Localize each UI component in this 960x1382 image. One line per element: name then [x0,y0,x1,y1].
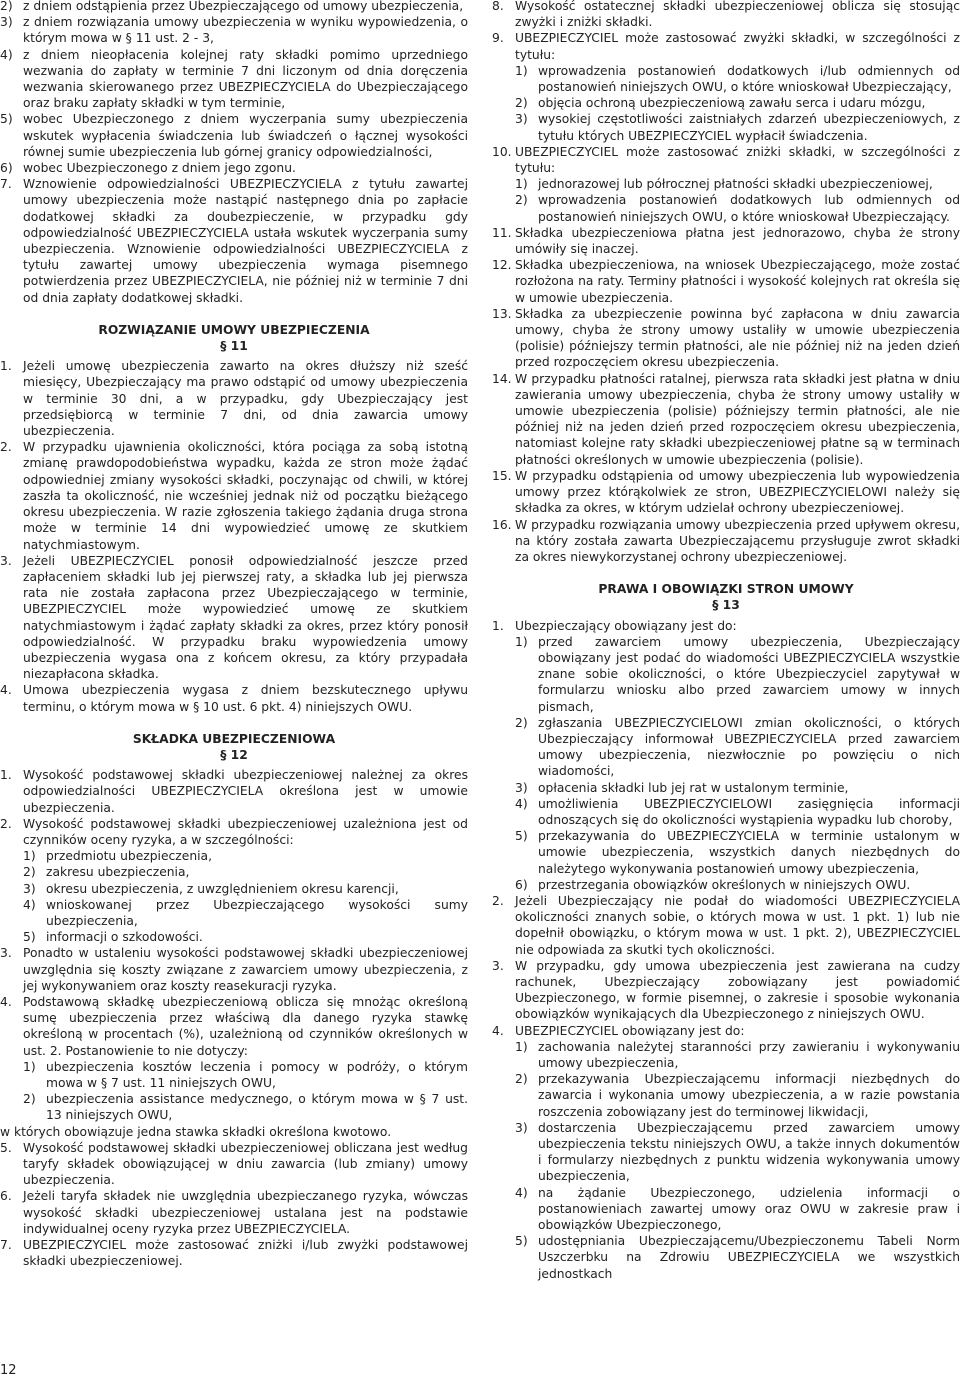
item-number: 3) [515,112,528,127]
item-text: informacji o szkodowości. [46,930,203,945]
item-number: 1) [515,177,528,192]
item-text: ubezpieczenia kosztów leczenia i pomocy w podróży, o którym mowa w § 7 ust. 11 niniejszych OWU, [46,1059,468,1090]
item-number: 2) [515,96,528,111]
item-number: 2) [23,865,36,880]
item-number: 7. [0,177,12,192]
list-item [0,0,468,14]
item-text: Składka ubezpieczeniowa, na wniosek Ubezpieczającego, może zostać rozłożona na raty. Terminy płatności i wysokość kolejnych rat określa się w umowie ubezpieczenia. [515,258,960,305]
numbered-paragraph [492,225,960,257]
numbered-paragraph [0,767,468,816]
item-text: wprowadzenia postanowień dodatkowych lub odmiennych od postanowień niniejszych OWU, o które wnioskował Ubezpieczający. [538,193,960,224]
numbered-paragraph [492,618,960,634]
item-text: Wysokość podstawowej składki ubezpieczeniowej należnej za okres odpowiedzialności UBEZPIECZYCIELA określona jest w umowie ubezpieczenia. [23,768,468,815]
item-text: przed zawarciem umowy ubezpieczenia, Ubezpieczający obowiązany jest podać do wiadomości UBEZPIECZYCIELA wszystkie znane sobie okoliczności, o które Ubezpieczyciel zapytywał w formularzu wniosku albo przed zawarciem umowy w innych pismach, [538,634,960,714]
item-number: 2. [0,816,12,831]
list-item [492,1185,960,1234]
paragraph: w których obowiązuje jedna stawka składki określona kwotowo. [0,1124,392,1139]
section-number: § 13 [712,598,740,613]
item-number: 3. [0,946,12,961]
item-text: zakresu ubezpieczenia, [46,865,190,880]
item-number: 4) [515,1185,528,1200]
item-text: ubezpieczenia assistance medycznego, o którym mowa w § 7 ust. 13 niniejszych OWU, [46,1092,468,1123]
item-number: 14. [492,371,512,386]
item-number: 6) [0,161,13,176]
item-number: 3) [515,780,528,795]
item-text: zachowania należytej staranności przy zawieraniu i wykonywaniu umowy ubezpieczenia, [538,1039,960,1070]
item-text: UBEZPIECZYCIEL może zastosować zniżki i/lub zwyżki podstawowej składki ubezpieczeniowej. [23,1238,468,1269]
item-number: 15. [492,468,512,483]
numbered-paragraph [492,893,960,958]
item-number: 2. [0,440,12,455]
item-number: 13. [492,306,512,321]
list-item [492,634,960,715]
list-item [0,14,468,46]
item-text: Jeżeli Ubezpieczający nie podał do wiadomości UBEZPIECZYCIELA okoliczności znanych sobie, o których mowa w ust. 1 pkt. 1) lub nie dopełnił obowiązku, o którym mowa w ust. 1 pkt. 2), UBEZPIECZYCIEL nie odpowiada za skutki tych okoliczności. [515,893,960,957]
item-text: W przypadku odstąpienia od umowy ubezpieczenia lub wypowiedzenia umowy przez którąkolwiek ze stron, UBEZPIECZYCIELOWI należy się składka za okres, w którym udzielał ochrony ubezpieczeniowej. [515,468,960,516]
item-text: wnioskowanej przez Ubezpieczającego wysokości sumy ubezpieczenia, [46,897,468,928]
list-item [492,877,960,893]
list-item [0,160,468,176]
numbered-paragraph [492,30,960,62]
item-number: 1. [0,359,12,374]
item-text: W przypadku ujawnienia okoliczności, która pociąga za sobą istotną zmianę prawdopodobieństwa wypadku, każda ze stron może żądać odpowiedniej zmiany wysokości składki, poczynając od chwili, w której zaszła ta okoliczność, nie wcześniej jednak niż od początku bieżącego okresu ubezpieczenia. W razie zgłoszenia takiego żądania druga strona może w terminie 14 dni wypowiedzieć umowę ze skutkiem natychmiastowym. [23,440,468,552]
numbered-paragraph [0,1140,468,1189]
item-number: 5) [515,829,528,844]
item-text: UBEZPIECZYCIEL może zastosować zwyżki składki, w szczególności z tytułu: [515,31,960,62]
item-text: Jeżeli UBEZPIECZYCIEL ponosił odpowiedzialność jeszcze przed zapłaceniem składki lub jej pierwszej raty, a składka lub jej pierwsza rata nie została zapłacona przez Ubezpieczającego w terminie, UBEZPIECZYCIEL może wypowiedzieć umowę ze skutkiem natychmiastowym i żądać zapłaty składki za okres, przez który ponosił odpowiedzialność. W przypadku braku wypowiedzenia umowy ubezpieczenia wygasa ona z końcem okresu, za który przypadała niezapłacona składka. [23,553,468,682]
item-number: 4) [23,897,36,912]
numbered-paragraph [492,1023,960,1039]
numbered-paragraph [0,358,468,439]
item-text: Umowa ubezpieczenia wygasa z dniem bezskutecznego upływu terminu, o którym mowa w § 10 ust. 6 pkt. 4) niniejszych OWU. [23,683,468,714]
item-number: 9. [492,31,504,46]
item-text: Podstawową składkę ubezpieczeniową oblicza się mnożąc określoną sumę ubezpieczenia przez właściwą dla danego ryzyka stawkę określoną w procentach (%), uzależnioną od czynników określonych w ust. 2. Postanowienie to nie dotyczy: [23,994,468,1058]
numbered-paragraph [492,468,960,517]
item-number: 1. [492,618,504,633]
list-item [492,715,960,780]
section-title: PRAWA I OBOWIĄZKI STRON UMOWY [598,582,854,597]
item-number: 5. [0,1140,12,1155]
list-item [492,63,960,95]
item-text: z dniem nieopłacenia kolejnej raty składki pomimo uprzedniego wezwania do zapłaty w terminie 7 dni liczonym od dnia doręczenia wezwania skierowanego przez UBEZPIECZYCIELA do Ubezpieczającego oraz braku zapłaty składki w tym terminie, [23,47,468,111]
item-text: Składka za ubezpieczenie powinna być zapłacona w dniu zawarcia umowy, chyba że strony umowy ustaliły w umowie ubezpieczenia (polisie) późniejszy termin płatności, ale nie później niż na jeden dzień przed rozpoczęciem okresu ubezpieczenia. [515,306,960,370]
item-text: na żądanie Ubezpieczonego, udzielenia informacji o postanowieniach zawartej umowy oraz OWU w zakresie praw i obowiązków Ubezpieczonego, [538,1185,960,1233]
item-text: W przypadku płatności ratalnej, pierwsza rata składki jest płatna w dniu zawierania umowy ubezpieczenia, chyba że strony umowy ustaliły w umowie ubezpieczenia (polisie) późniejszy termin płatności, ale nie później niż na jeden dzień przed rozpoczęciem okresu ubezpieczenia, natomiast kolejne raty składki ubezpieczeniowej płatne są w terminach płatności określonych w umowie ubezpieczenia (polisie). [515,371,960,467]
list-item [0,897,468,929]
numbered-paragraph [492,958,960,1023]
numbered-paragraph [0,1237,468,1269]
item-text: Wysokość podstawowej składki ubezpieczeniowej uzależniona jest od czynników oceny ryzyka, a w szczególności: [23,816,468,847]
numbered-paragraph [492,306,960,371]
item-text: opłacenia składki lub jej rat w ustalonym terminie, [538,780,849,795]
item-text: przedmiotu ubezpieczenia, [46,849,212,864]
item-number: 3. [492,958,504,973]
list-item [492,176,960,192]
item-number: 11. [492,225,512,240]
list-item [0,864,468,880]
item-text: umożliwienia UBEZPIECZYCIELOWI zasięgnięcia informacji odnoszących się do okoliczności wystąpienia wypadku lub choroby, [538,796,960,827]
item-number: 7. [0,1238,12,1253]
item-text: Wysokość ostatecznej składki ubezpieczeniowej oblicza się stosując zwyżki i zniżki składki. [515,0,960,30]
item-text: UBEZPIECZYCIEL może zastosować zniżki składki, w szczególności z tytułu: [515,144,960,176]
left-column [0,0,468,1269]
item-number: 2. [492,893,504,908]
item-text: Jeżeli taryfa składek nie uwzględnia ubezpieczanego ryzyka, wówczas wysokość składki ubezpieczeniowej ustalana jest na podstawie indywidualnej oceny ryzyka przez UBEZPIECZYCIELA. [23,1189,468,1236]
item-text: wobec Ubezpieczonego z dniem wyczerpania sumy ubezpieczenia wskutek wypłacenia świadczenia lub świadczeń o łącznej wysokości równej sumie ubezpieczenia lub górnej granicy odpowiedzialności, [23,112,468,159]
item-text: wobec Ubezpieczonego z dniem jego zgonu. [23,161,296,176]
list-item [492,1120,960,1185]
list-item [492,1071,960,1120]
section-number: § 12 [220,747,248,762]
item-number: 3. [0,553,12,568]
item-number: 1) [515,634,528,649]
item-number: 1) [23,849,36,864]
item-text: z dniem rozwiązania umowy ubezpieczenia w wyniku wypowiedzenia, o którym mowa w § 11 ust. 2 - 3, [23,15,468,46]
item-text: Ponadto w ustaleniu wysokości podstawowej składki ubezpieczeniowej uwzględnia się koszty związane z zawarciem umowy ubezpieczenia, z jej wykonywaniem oraz koszty reasekuracji ryzyka. [23,946,468,993]
section-title: SKŁADKA UBEZPIECZENIOWA [132,731,336,746]
item-text: W przypadku rozwiązania umowy ubezpieczenia przed upływem okresu, na który została zawarta Ubezpieczającemu przysługuje zwrot składki za okres niewykorzystanej ochrony ubezpieczeniowej. [515,517,960,564]
item-text: dostarczenia Ubezpieczającemu przed zawarciem umowy ubezpieczenia tekstu niniejszych OWU, a także innych dokumentów i formularzy niezbędnych z punktu widzenia wykonywania umowy ubezpieczenia, [538,1120,960,1184]
list-item [0,929,468,945]
item-text: Składka ubezpieczeniowa płatna jest jednorazowo, chyba że strony umówiły się inaczej. [515,225,960,257]
item-number: 4. [492,1023,504,1038]
item-number: 3) [0,15,13,30]
item-text: Jeżeli umowę ubezpieczenia zawarto na okres dłuższy niż sześć miesięcy, Ubezpieczający ma prawo odstąpić od umowy ubezpieczenia w terminie 30 dni, a w przypadku, gdy Ubezpieczający jest przedsiębiorcą w terminie 7 dni, od dnia zawarcia umowy ubezpieczenia. [23,359,468,439]
item-number: 3) [515,1120,528,1135]
list-item [492,780,960,796]
list-item [0,1059,468,1091]
item-text: Ubezpieczający obowiązany jest do: [515,618,737,633]
item-number: 2) [515,193,528,208]
list-item [492,192,960,224]
item-text: wprowadzenia postanowień dodatkowych i/lub odmiennych od postanowień niniejszych OWU, o które wnioskował Ubezpieczający, [538,63,960,95]
item-text: objęcia ochroną ubezpieczeniową zawału serca i udaru mózgu, [538,96,926,111]
right-column [492,0,960,1282]
numbered-paragraph [0,176,468,306]
item-number: 2) [23,1092,36,1107]
item-number: 4) [515,796,528,811]
item-number: 4) [0,47,13,62]
item-number: 16. [492,517,512,532]
numbered-paragraph [492,517,960,566]
list-item [492,1039,960,1071]
item-number: 1) [515,63,528,78]
item-text: UBEZPIECZYCIEL obowiązany jest do: [515,1023,745,1038]
item-number: 3) [23,881,36,896]
list-item [0,881,468,897]
list-item [492,95,960,111]
item-text: z dniem odstąpienia przez Ubezpieczającego od umowy ubezpieczenia, [23,0,464,13]
numbered-paragraph [492,257,960,306]
item-text: zgłaszania UBEZPIECZYCIELOWI zmian okoliczności, o których Ubezpieczający informował UBEZPIECZYCIELA przed zawarciem umowy ubezpieczenia, niezwłocznie po powzięciu o nich wiadomości, [538,715,960,779]
numbered-paragraph [492,144,960,176]
list-item [492,796,960,828]
item-number: 1. [0,768,12,783]
section-number: § 11 [220,339,248,354]
list-item [0,47,468,112]
item-text: przestrzegania obowiązków określonych w niniejszych OWU. [538,877,911,892]
item-number: 5) [0,112,13,127]
item-number: 6) [515,877,528,892]
list-item [0,1091,468,1123]
numbered-paragraph [0,994,468,1059]
item-number: 2) [515,1072,528,1087]
numbered-paragraph [0,816,468,848]
item-number: 10. [492,144,512,159]
list-item [492,111,960,143]
item-text: przekazywania Ubezpieczającemu informacji niezbędnych do zawarcia i wykonania umowy ubezpieczenia, a w razie powstania roszczenia zobowiązany jest do terminowej likwidacji, [538,1072,960,1119]
item-number: 1) [23,1059,36,1074]
item-text: Wznowienie odpowiedzialności UBEZPIECZYCIELA z tytułu zawartej umowy ubezpieczenia może nastąpić następnego dnia po zapłacie dodatkowej składki za doubezpieczenie, w przypadku gdy odpowiedzialność UBEZPIECZYCIELA ustała wskutek wyczerpania sumy ubezpieczenia. Wznowienie odpowiedzialności UBEZPIECZYCIELA z tytułu zawartej umowy ubezpieczenia wymaga pisemnego potwierdzenia przez UBEZPIECZYCIELA, nie później niż w terminie 7 dni od dnia zapłaty dodatkowej składki. [23,177,468,305]
numbered-paragraph [0,682,468,714]
list-item [492,1233,960,1282]
item-text: jednorazowej lub półrocznej płatności składki ubezpieczeniowej, [538,177,933,192]
numbered-paragraph [0,439,468,552]
page-number: 12 [0,1363,17,1378]
item-text: udostępniania Ubezpieczającemu/Ubezpieczonemu Tabeli Norm Uszczerbku na Zdrowiu UBEZPIECZYCIELA we wszystkich jednostkach [538,1234,960,1281]
numbered-paragraph [492,0,960,30]
item-number: 1) [515,1039,528,1054]
item-number: 4. [0,994,12,1009]
item-number: 8. [492,0,504,13]
numbered-paragraph [0,945,468,994]
item-text: przekazywania do UBEZPIECZYCIELA w terminie ustalonym w umowie ubezpieczenia, wszystkich danych niezbędnych do należytego wykonywania postanowień umowy ubezpieczenia, [538,829,960,876]
numbered-paragraph [0,1188,468,1237]
item-number: 12. [492,258,512,273]
item-number: 6. [0,1189,12,1204]
item-number: 2) [0,0,13,13]
item-text: okresu ubezpieczenia, z uwzględnieniem okresu karencji, [46,881,399,896]
list-item [0,848,468,864]
item-number: 4. [0,683,12,698]
section-title: ROZWIĄZANIE UMOWY UBEZPIECZENIA [98,322,370,337]
item-text: wysokiej częstotliwości zaistniałych zdarzeń ubezpieczeniowych, z tytułu których UBEZPIECZYCIEL wypłacił świadczenia. [538,112,960,143]
item-number: 5) [23,930,36,945]
item-text: W przypadku, gdy umowa ubezpieczenia jest zawierana na cudzy rachunek, Ubezpieczający zobowiązany jest powiadomić Ubezpieczonego, w formie pisemnej, o zakresie i sposobie wykonania obowiązków wynikających dla Ubezpieczonego z niniejszych OWU. [515,958,960,1022]
list-item [492,828,960,877]
list-item [0,111,468,160]
numbered-paragraph [0,553,468,683]
item-text: Wysokość podstawowej składki ubezpieczeniowej obliczana jest według taryfy składek obowiązującej w dniu zawarcia (lub zmiany) umowy ubezpieczenia. [23,1140,468,1188]
item-number: 2) [515,715,528,730]
item-number: 5) [515,1234,528,1249]
numbered-paragraph [492,371,960,468]
